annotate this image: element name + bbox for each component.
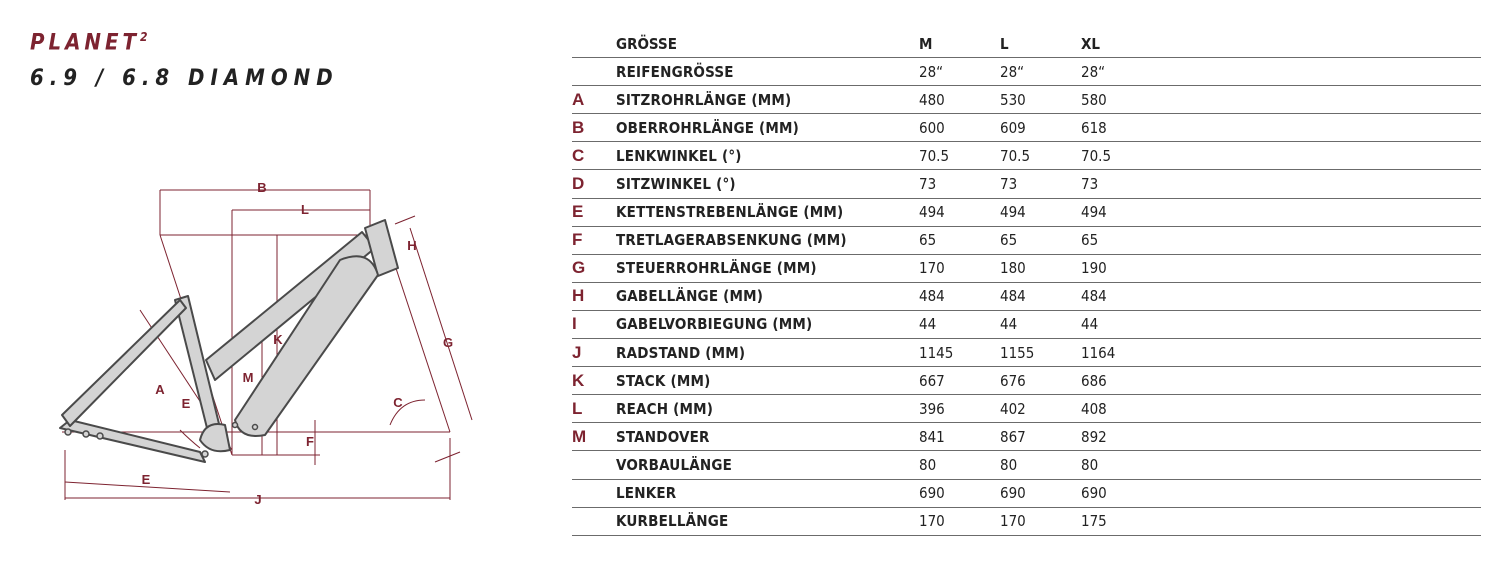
header-size-m: M — [919, 30, 1000, 58]
row-label: REACH (MM) — [616, 395, 919, 423]
table-row — [572, 170, 1481, 198]
row-letter — [572, 507, 616, 535]
row-letter: C — [572, 142, 616, 170]
value-xl: 44 — [1081, 310, 1481, 338]
table-header-row — [572, 30, 1481, 58]
row-letter: H — [572, 282, 616, 310]
dropout-bolt-2 — [83, 431, 89, 437]
label-k: K — [273, 332, 283, 347]
row-letter: E — [572, 198, 616, 226]
value-l: 402 — [1000, 395, 1081, 423]
row-label: OBERROHRLÄNGE (MM) — [616, 114, 919, 142]
row-letter: F — [572, 226, 616, 254]
table-row — [572, 367, 1481, 395]
table-row — [572, 507, 1481, 535]
row-letter: G — [572, 254, 616, 282]
row-label: VORBAULÄNGE — [616, 451, 919, 479]
label-j: J — [254, 492, 262, 507]
value-m: 70.5 — [919, 142, 1000, 170]
value-m: 73 — [919, 170, 1000, 198]
model-superscript: 2 — [140, 30, 148, 44]
table-row — [572, 339, 1481, 367]
label-h: G — [442, 335, 454, 350]
value-l: 690 — [1000, 479, 1081, 507]
value-xl: 190 — [1081, 254, 1481, 282]
table-row — [572, 254, 1481, 282]
value-xl: 73 — [1081, 170, 1481, 198]
row-label: TRETLAGERABSENKUNG (MM) — [616, 226, 919, 254]
table-body — [572, 58, 1481, 536]
row-letter: D — [572, 170, 616, 198]
rear-dropout-bolt — [65, 429, 71, 435]
row-label: LENKWINKEL (°) — [616, 142, 919, 170]
row-letter — [572, 479, 616, 507]
value-m: 841 — [919, 423, 1000, 451]
row-letter: K — [572, 367, 616, 395]
bike-frame — [60, 220, 398, 462]
row-label: LENKER — [616, 479, 919, 507]
value-xl: 80 — [1081, 451, 1481, 479]
table-row — [572, 226, 1481, 254]
chain-stay — [60, 420, 205, 462]
row-label: KURBELLÄNGE — [616, 507, 919, 535]
value-m: 170 — [919, 254, 1000, 282]
value-l: 73 — [1000, 170, 1081, 198]
row-label: STEUERROHRLÄNGE (MM) — [616, 254, 919, 282]
value-m: 44 — [919, 310, 1000, 338]
header-size-xl: XL — [1081, 30, 1481, 58]
value-m: 170 — [919, 507, 1000, 535]
value-l: 170 — [1000, 507, 1081, 535]
dimension-lines — [62, 190, 472, 500]
value-xl: 70.5 — [1081, 142, 1481, 170]
table-row — [572, 114, 1481, 142]
row-label: GABELLÄNGE (MM) — [616, 282, 919, 310]
model-title — [30, 30, 148, 55]
row-label: STANDOVER — [616, 423, 919, 451]
table-row — [572, 451, 1481, 479]
value-m: 494 — [919, 198, 1000, 226]
value-xl: 892 — [1081, 423, 1481, 451]
table-row — [572, 479, 1481, 507]
value-xl: 494 — [1081, 198, 1481, 226]
label-c: C — [393, 395, 403, 410]
table-row — [572, 142, 1481, 170]
value-m: 600 — [919, 114, 1000, 142]
row-label: SITZROHRLÄNGE (MM) — [616, 86, 919, 114]
model-variant: 6.9 / 6.8 DIAMOND — [30, 66, 339, 91]
row-letter — [572, 58, 616, 86]
table-row — [572, 282, 1481, 310]
table-row — [572, 86, 1481, 114]
row-letter — [572, 451, 616, 479]
value-m: 480 — [919, 86, 1000, 114]
row-letter: J — [572, 339, 616, 367]
table-row — [572, 423, 1481, 451]
model-name: PLANET — [30, 30, 141, 56]
value-xl: 65 — [1081, 226, 1481, 254]
label-e: E — [141, 472, 151, 487]
angle-d-arc — [180, 430, 200, 448]
value-l: 676 — [1000, 367, 1081, 395]
value-m: 396 — [919, 395, 1000, 423]
frame-geometry-diagram — [40, 170, 500, 515]
dropout-bolt-3 — [97, 433, 103, 439]
value-l: 1155 — [1000, 339, 1081, 367]
table-row — [572, 395, 1481, 423]
row-letter: L — [572, 395, 616, 423]
row-label: RADSTAND (MM) — [616, 339, 919, 367]
value-xl: 28“ — [1081, 58, 1481, 86]
seat-stay — [62, 300, 186, 426]
value-m: 65 — [919, 226, 1000, 254]
value-l: 609 — [1000, 114, 1081, 142]
value-l: 484 — [1000, 282, 1081, 310]
header-size-label: GRÖSSE — [616, 30, 919, 58]
label-g: H — [407, 238, 417, 253]
value-xl: 408 — [1081, 395, 1481, 423]
battery-bolt-1 — [233, 423, 238, 428]
value-xl: 484 — [1081, 282, 1481, 310]
dim-g-line — [395, 216, 415, 224]
header-letter-cell — [572, 30, 616, 58]
value-m: 28“ — [919, 58, 1000, 86]
battery-bolt-2 — [253, 425, 258, 430]
value-xl: 686 — [1081, 367, 1481, 395]
value-l: 65 — [1000, 226, 1081, 254]
row-letter: I — [572, 310, 616, 338]
value-l: 530 — [1000, 86, 1081, 114]
bb-bolt — [202, 451, 208, 457]
value-xl: 1164 — [1081, 339, 1481, 367]
value-xl: 580 — [1081, 86, 1481, 114]
value-m: 80 — [919, 451, 1000, 479]
value-m: 667 — [919, 367, 1000, 395]
value-l: 44 — [1000, 310, 1081, 338]
dim-h-line — [410, 228, 472, 420]
label-l: L — [301, 202, 309, 217]
row-label: SITZWINKEL (°) — [616, 170, 919, 198]
label-a: A — [155, 382, 165, 397]
value-m: 1145 — [919, 339, 1000, 367]
header-size-l: L — [1000, 30, 1081, 58]
label-f: F — [306, 434, 314, 449]
value-xl: 175 — [1081, 507, 1481, 535]
row-letter: A — [572, 86, 616, 114]
geometry-table — [572, 30, 1481, 536]
label-b: B — [257, 180, 267, 195]
bottom-bracket — [200, 424, 230, 451]
value-l: 494 — [1000, 198, 1081, 226]
row-letter: M — [572, 423, 616, 451]
value-l: 867 — [1000, 423, 1081, 451]
dim-i-line — [435, 452, 460, 462]
table-row — [572, 58, 1481, 86]
row-label: STACK (MM) — [616, 367, 919, 395]
label-d: E — [181, 396, 191, 411]
row-letter: B — [572, 114, 616, 142]
table-row — [572, 310, 1481, 338]
value-m: 690 — [919, 479, 1000, 507]
row-label: REIFENGRÖSSE — [616, 58, 919, 86]
value-l: 180 — [1000, 254, 1081, 282]
value-xl: 618 — [1081, 114, 1481, 142]
value-l: 28“ — [1000, 58, 1081, 86]
value-m: 484 — [919, 282, 1000, 310]
row-label: KETTENSTREBENLÄNGE (MM) — [616, 198, 919, 226]
value-xl: 690 — [1081, 479, 1481, 507]
value-l: 70.5 — [1000, 142, 1081, 170]
row-label: GABELVORBIEGUNG (MM) — [616, 310, 919, 338]
table-row — [572, 198, 1481, 226]
label-m: M — [242, 370, 254, 385]
value-l: 80 — [1000, 451, 1081, 479]
